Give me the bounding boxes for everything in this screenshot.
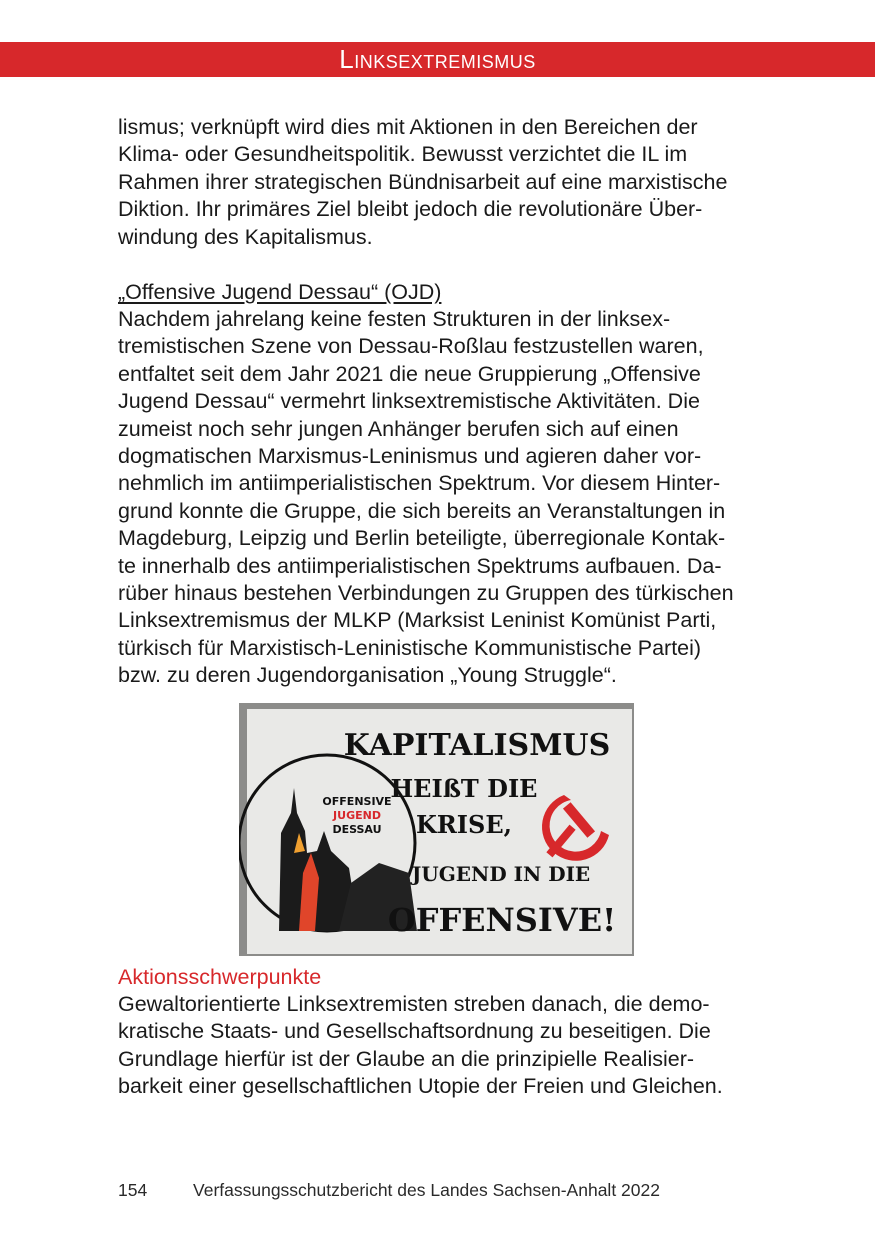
ojd-section-title: „Offensive Jugend Dessau“ (OJD) [118,280,442,304]
slogan-line-3: KRISE, [415,810,513,839]
sticker-illustration [239,703,634,956]
logo-offensive: OFFENSIVE [322,795,392,808]
slogan-line-5: OFFENSIVE! [387,901,617,939]
actions-heading: Aktionsschwerpunkte [118,965,322,989]
chapter-header-bar [0,42,875,77]
slogan-line-2: HEIßT DIE [390,774,538,803]
page-number: 154 [118,1180,148,1200]
intro-paragraph [118,114,758,251]
actions-paragraph-text: Gewaltorientierte Linksextremisten streben danach, die demo- kratische Staats- und Gesellschaftsordnung zu beseitigen. Die Grundlage hierfür ist der Glaube an die prinzipielle Realisier- barkeit einer gesellschaftlichen Utopie der Freien und Gleichen. [118,992,723,1099]
logo-dessau: DESSAU [332,823,382,836]
logo-jugend: JUGEND [333,809,381,822]
actions-paragraph [118,991,758,1101]
ojd-paragraph [118,306,758,690]
sticker-photo [239,703,634,956]
slogan-line-1: KAPITALISMUS [343,728,611,763]
report-title: Verfassungsschutzbericht des Landes Sachsen-Anhalt 2022 [193,1180,660,1200]
ojd-paragraph-text: Nachdem jahrelang keine festen Strukturen in der linksex- tremistischen Szene von Dessau-Roßlau festzustellen waren, entfaltet seit dem Jahr 2021 die neue Gruppierung „Offensive Jugend Dessau“ vermehrt linksextremistische Aktivitäten. Die zumeist noch sehr jungen Anhänger berufen sich auf einen dogmatischen Marxismus-Leninismus und agieren daher vor- nehmlich im antiimperialistischen Spektrum. Vor diesem Hinter- grund konnte die Gruppe, die sich bereits an Veranstaltungen in Magdeburg, Leipzig und Berlin beteiligte, überregionale Kontak- te innerhalb des antiimperialistischen Spektrums aufbauen. Da- rüber hinaus bestehen Verbindungen zu Gruppen des türkischen Linksextremismus der MLKP (Marksist Leninist Komünist Parti, türkisch für Marxistisch-Leninistische Kommunistische Partei) bzw. zu deren Jugendorganisation „Young Struggle“. [118,307,734,688]
slogan-line-4: JUGEND IN DIE [411,862,591,886]
intro-paragraph-text: lismus; verknüpft wird dies mit Aktionen in den Bereichen der Klima- oder Gesundheitspolitik. Bewusst verzichtet die IL im Rahmen ihrer strategischen Bündnisarbeit auf eine marxistische Diktion. Ihr primäres Ziel bleibt jedoch die revolutionäre Über- windung des Kapitalismus. [118,115,728,249]
page-footer [118,1180,660,1201]
chapter-title: Linksextremismus [339,44,536,74]
